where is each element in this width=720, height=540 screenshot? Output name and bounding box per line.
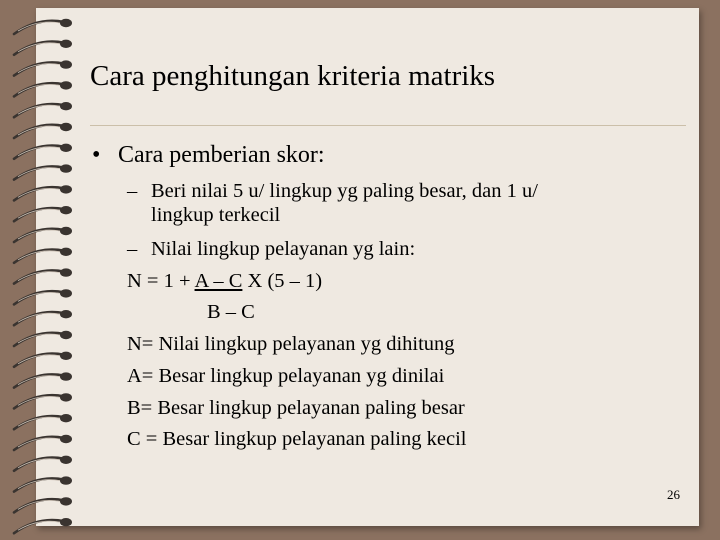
definition-b: B= Besar lingkup pelayanan paling besar: [127, 397, 465, 419]
bullet-text: Cara pemberian skor:: [118, 142, 325, 168]
formula-numerator: A – C: [194, 270, 243, 292]
page-number: 26: [667, 487, 680, 502]
formula-lhs: N = 1 +: [127, 270, 195, 292]
spiral-binding-icon: [0, 0, 90, 540]
sub-item-dash: –: [127, 238, 138, 260]
bullet-item: [92, 142, 325, 169]
sub-item-1-line-2: lingkup terkecil: [151, 204, 281, 226]
sub-item-dash: –: [127, 180, 138, 202]
formula-rhs: X (5 – 1): [242, 270, 323, 292]
bullet-symbol: •: [92, 142, 101, 168]
slide-title: Cara penghitungan kriteria matriks: [90, 60, 496, 92]
sub-item-2: [127, 238, 415, 261]
sub-item-1-line-1: [127, 180, 538, 203]
sub-item-1-text: Beri nilai 5 u/ lingkup yg paling besar, dan 1 u/: [151, 180, 538, 202]
definition-a: A= Besar lingkup pelayanan yg dinilai: [127, 365, 445, 387]
definition-c: C = Besar lingkup pelayanan paling kecil: [127, 428, 467, 450]
formula-denominator: B – C: [207, 301, 255, 323]
formula-line: [127, 270, 322, 293]
title-divider: [90, 125, 686, 126]
sub-item-2-text: Nilai lingkup pelayanan yg lain:: [151, 238, 416, 260]
definition-n: N= Nilai lingkup pelayanan yg dihitung: [127, 333, 455, 355]
